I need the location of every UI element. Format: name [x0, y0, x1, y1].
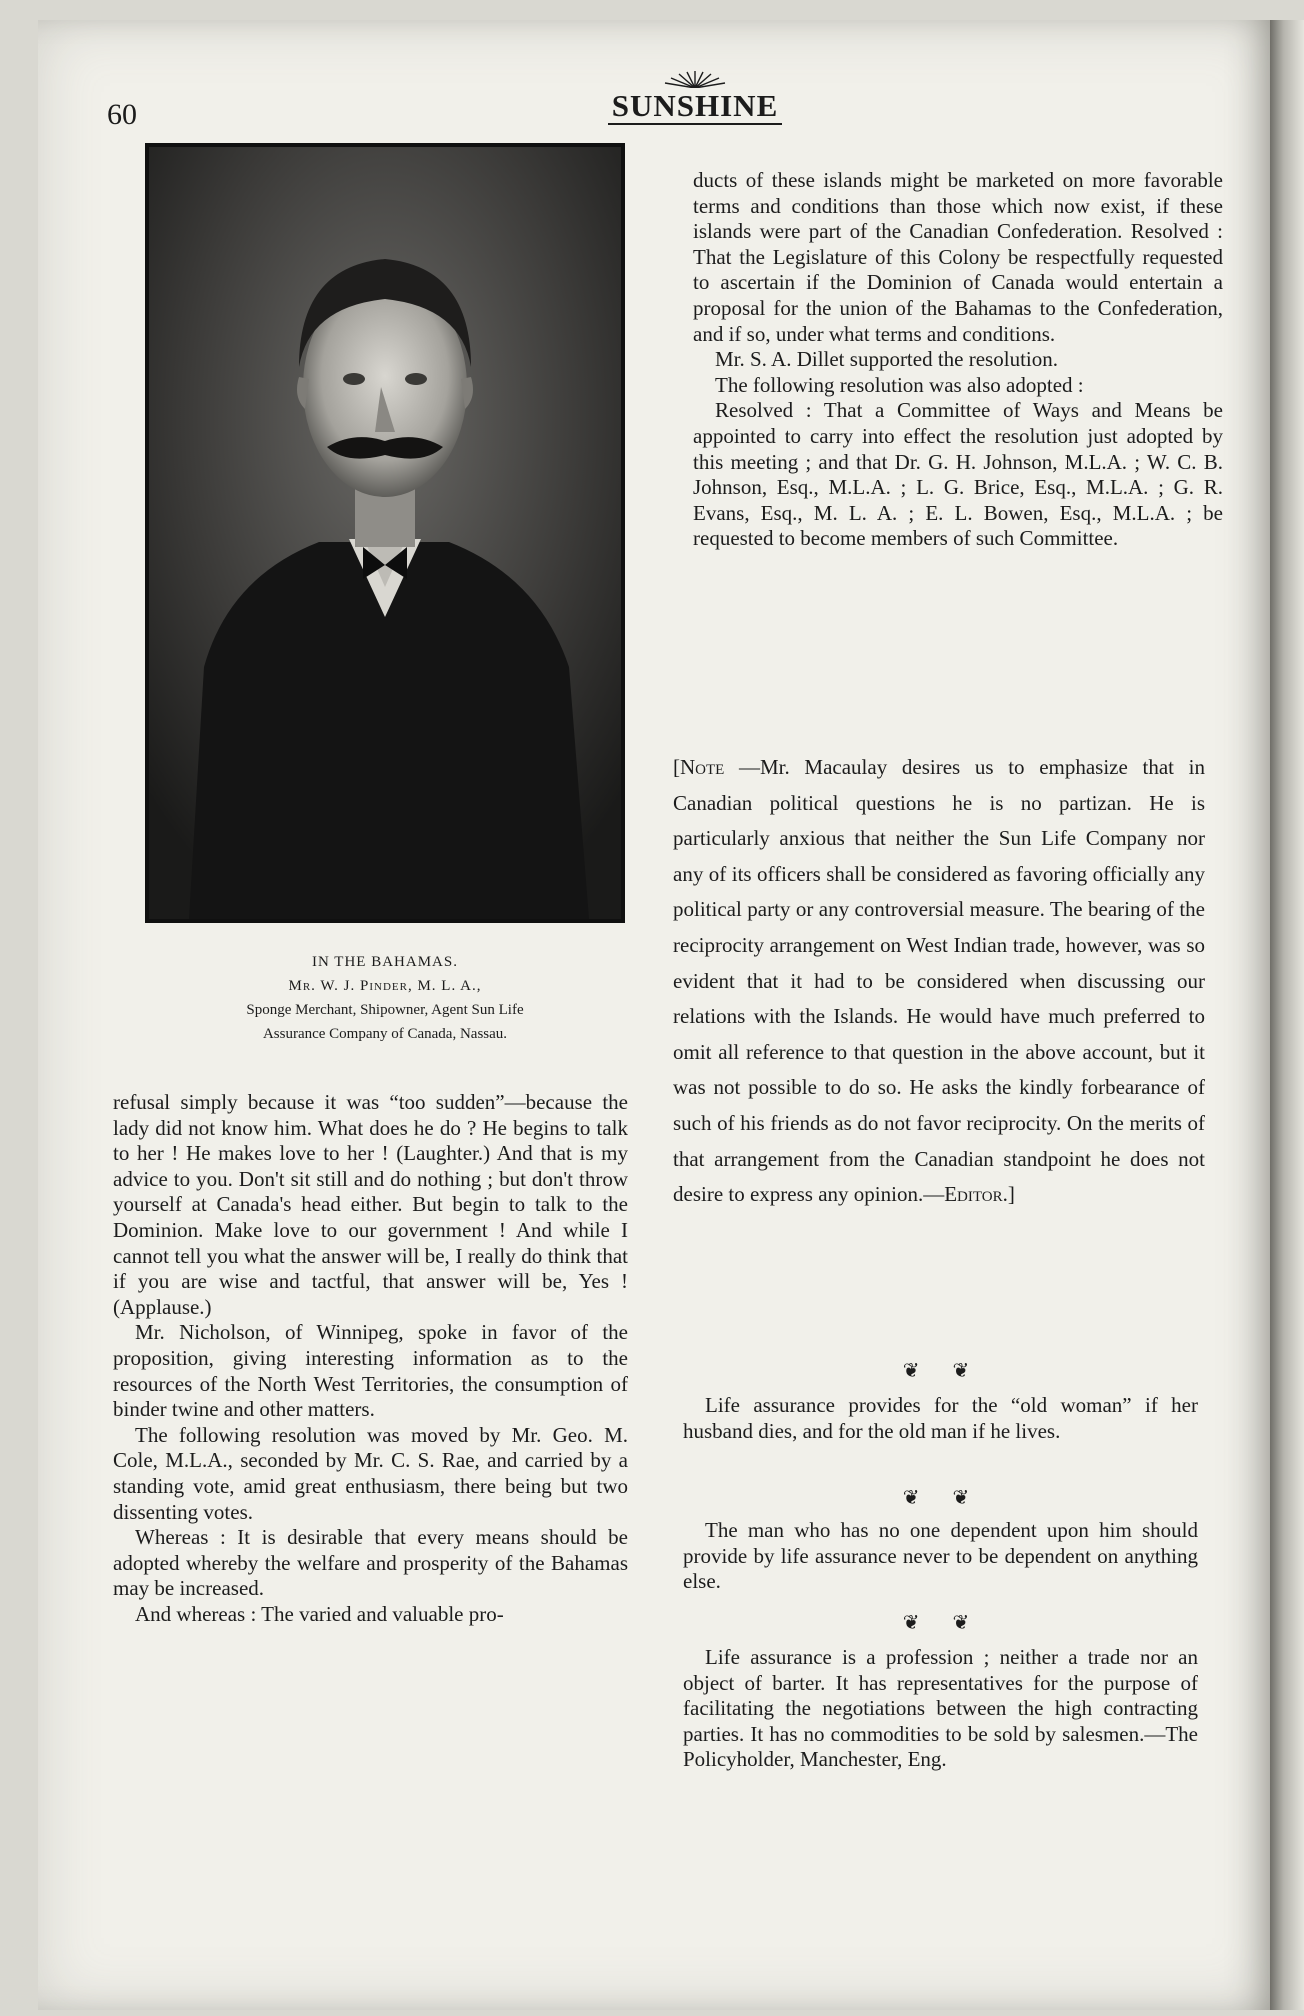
editor-note: [673, 750, 1205, 1213]
note-paragraph: [673, 750, 1205, 1213]
portrait-photo: [145, 143, 625, 923]
note-signature: Editor: [944, 1182, 1003, 1207]
paragraph: Mr. S. A. Dillet supported the resolution.: [715, 347, 1058, 372]
page-number: 60: [107, 98, 137, 131]
paragraph: The following resolution was also adopted :: [715, 372, 1084, 397]
paragraph: Whereas : It is desirable that every means should be adopted whereby the welfare and prosperity of the Bahamas may be increased.: [113, 1525, 628, 1601]
note-label: Note: [680, 755, 725, 779]
masthead-title: SUNSHINE: [608, 88, 783, 125]
fleuron-ornament: ❦ ❦: [902, 1360, 984, 1382]
paragraph: Life assurance is a profession ; neither a trade nor an object of barter. It has representatives for the purpose of facilitating the negotiations between the high contracting parties. It has no commodities to be sold by salesmen.—The Policyholder, Manchester, Eng.: [683, 1645, 1198, 1772]
right-column-text: [693, 168, 1223, 552]
caption-line: Sponge Merchant, Shipowner, Agent Sun Life: [246, 1002, 524, 1018]
filler-item: [683, 1645, 1198, 1773]
fleuron-ornament: ❦ ❦: [902, 1612, 984, 1634]
page-edge-shadow: [1270, 20, 1304, 2010]
paragraph: Resolved : That a Committee of Ways and Means be appointed to carry into effect the resolution just adopted by this meeting ; and that Dr. G. H. Johnson, M.L.A. ; W. C. B. Johnson, Esq., M.L.A. ; L. G. Brice, Esq., M.L.A. ; G. R. Evans, Esq., M. L. A. ; E. L. Bowen, Esq., M.L.A. ; be requested to become members of such Committee.: [693, 398, 1223, 551]
note-text: —Mr. Macaulay desires us to emphasize that in Canadian political questions he is no partizan. He is particularly anxious that neither the Sun Life Company nor any of its officers shall be considered as favoring officially any political party or any controversial measure. The bearing of the reciprocity arrangement on West Indian trade, however, was so evident that it had to be considered when discussing our relations with the Islands. He would have much preferred to omit all reference to that question in the above account, but it was not possible to do so. He asks the kindly forbearance of such of his friends as do not favor reciprocity. On the merits of that arrangement from the Canadian standpoint he does not desire to express any opinion.—: [673, 755, 1205, 1207]
portrait-image: [149, 147, 621, 919]
masthead: [600, 88, 790, 124]
caption-title: IN THE BAHAMAS.: [312, 954, 458, 970]
sun-rays-icon: [662, 70, 728, 88]
paragraph: ducts of these islands might be marketed on more favorable terms and conditions than those which now exist, if these islands were part of the Canadian Confederation. Resolved : That the Legislature of this Colony be respectfully requested to ascertain if the Dominion of Canada would entertain a proposal for the union of the Bahamas to the Confederation, and if so, under what terms and conditions.: [693, 168, 1223, 346]
caption-line: Assurance Company of Canada, Nassau.: [262, 1026, 508, 1042]
note-open-bracket: [: [673, 755, 680, 779]
left-column-text: [113, 1090, 628, 1627]
note-close-bracket: .]: [1002, 1182, 1015, 1207]
paragraph: And whereas : The varied and valuable pro-: [135, 1601, 504, 1626]
fleuron-ornament: ❦ ❦: [902, 1487, 984, 1509]
paragraph: The following resolution was moved by Mr. Geo. M. Cole, M.L.A., seconded by Mr. C. S. Rae, and carried by a standing vote, amid great enthusiasm, there being but two dissenting votes.: [113, 1422, 628, 1524]
caption-name: Mr. W. J. Pinder, M. L. A.,: [288, 978, 482, 994]
paragraph: The man who has no one dependent upon him should provide by life assurance never to be dependent on anything else.: [683, 1518, 1198, 1594]
paragraph: refusal simply because it was “too sudden”—because the lady did not know him. What does he do ? He begins to talk to her ! He makes love to her ! (Laughter.) And that is my advice to you. Don't sit still and do nothing ; but don't throw yourself at Canada's head either. But begin to talk to the Dominion. Make love to our government ! And while I cannot tell you what the answer will be, I really do think that if you are wise and tactful, that answer will be, Yes ! (Applause.): [113, 1090, 628, 1319]
paragraph: Mr. Nicholson, of Winnipeg, spoke in favor of the proposition, giving interesting information as to the resources of the North West Territories, the consumption of binder twine and other matters.: [113, 1320, 628, 1422]
filler-item: [683, 1518, 1198, 1595]
paragraph: Life assurance provides for the “old woman” if her husband dies, and for the old man if he lives.: [683, 1393, 1198, 1443]
photo-caption: [150, 950, 620, 1046]
filler-item: [683, 1393, 1198, 1444]
